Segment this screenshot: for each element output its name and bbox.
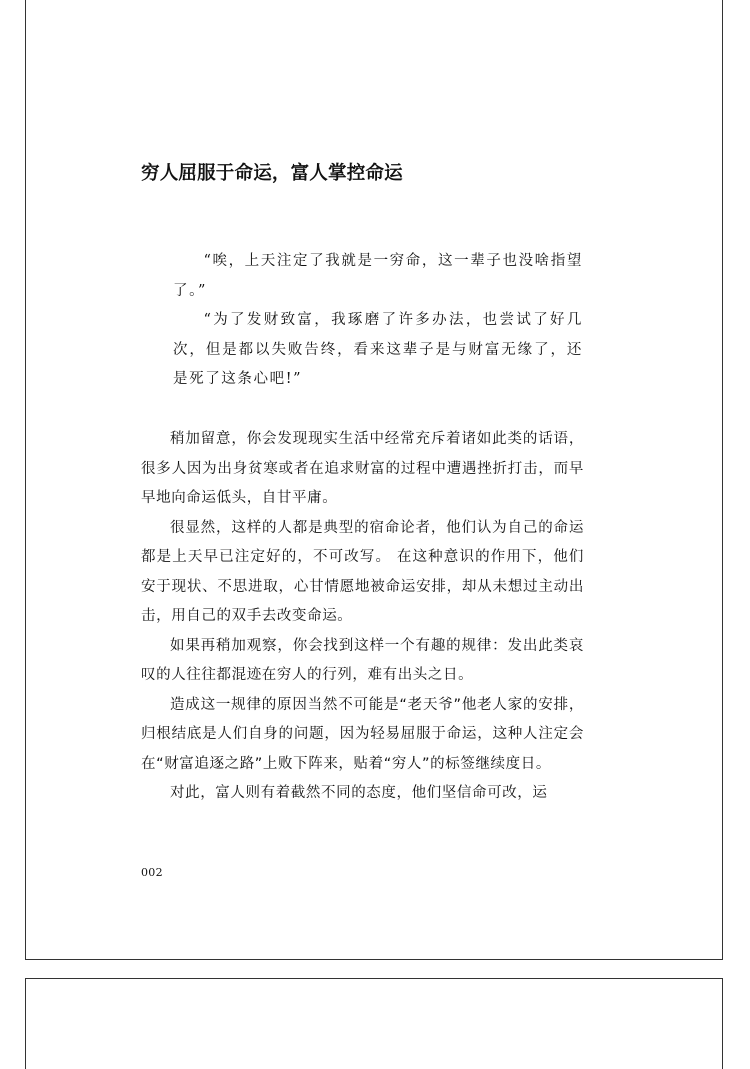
quote-paragraph: “为了发财致富，我琢磨了许多办法，也尝试了好几次，但是都以失败告终，看来这辈子是与财富无缘了，还是死了这条心吧!” <box>173 312 583 387</box>
body-paragraph: 如果再稍加观察，你会找到这样一个有趣的规律：发出此类哀叹的人往往都混迹在穷人的行列，难有出头之日。 <box>141 637 584 683</box>
quote-block <box>173 247 583 395</box>
quote-paragraph: “唉，上天注定了我就是一穷命，这一辈子也没啥指望了。” <box>173 253 583 299</box>
body-paragraph: 稍加留意，你会发现现实生活中经常充斥着诸如此类的话语，很多人因为出身贫寒或者在追求财富的过程中遭遇挫折打击，而早早地向命运低头，自甘平庸。 <box>141 431 584 506</box>
body-paragraph: 造成这一规律的原因当然不可能是“老天爷”他老人家的安排，归根结底是人们自身的问题，因为轻易屈服于命运，这种人注定会在“财富追逐之路”上败下阵来，贴着“穷人”的标签继续度日。 <box>141 696 584 772</box>
next-book-page <box>25 978 723 1069</box>
book-page <box>25 0 723 960</box>
body-text <box>141 425 584 809</box>
body-paragraph: 很显然，这样的人都是典型的宿命论者，他们认为自己的命运都是上天早已注定好的，不可改写。 在这种意识的作用下，他们安于现状、不思进取，心甘情愿地被命运安排，却从未想过主动出击，用自己的双手去改变命运。 <box>141 519 584 624</box>
body-paragraph: 对此，富人则有着截然不同的态度，他们坚信命可改，运 <box>170 785 548 801</box>
chapter-title: 穷人屈服于命运，富人掌控命运 <box>141 163 403 184</box>
page-number: 002 <box>141 866 163 879</box>
